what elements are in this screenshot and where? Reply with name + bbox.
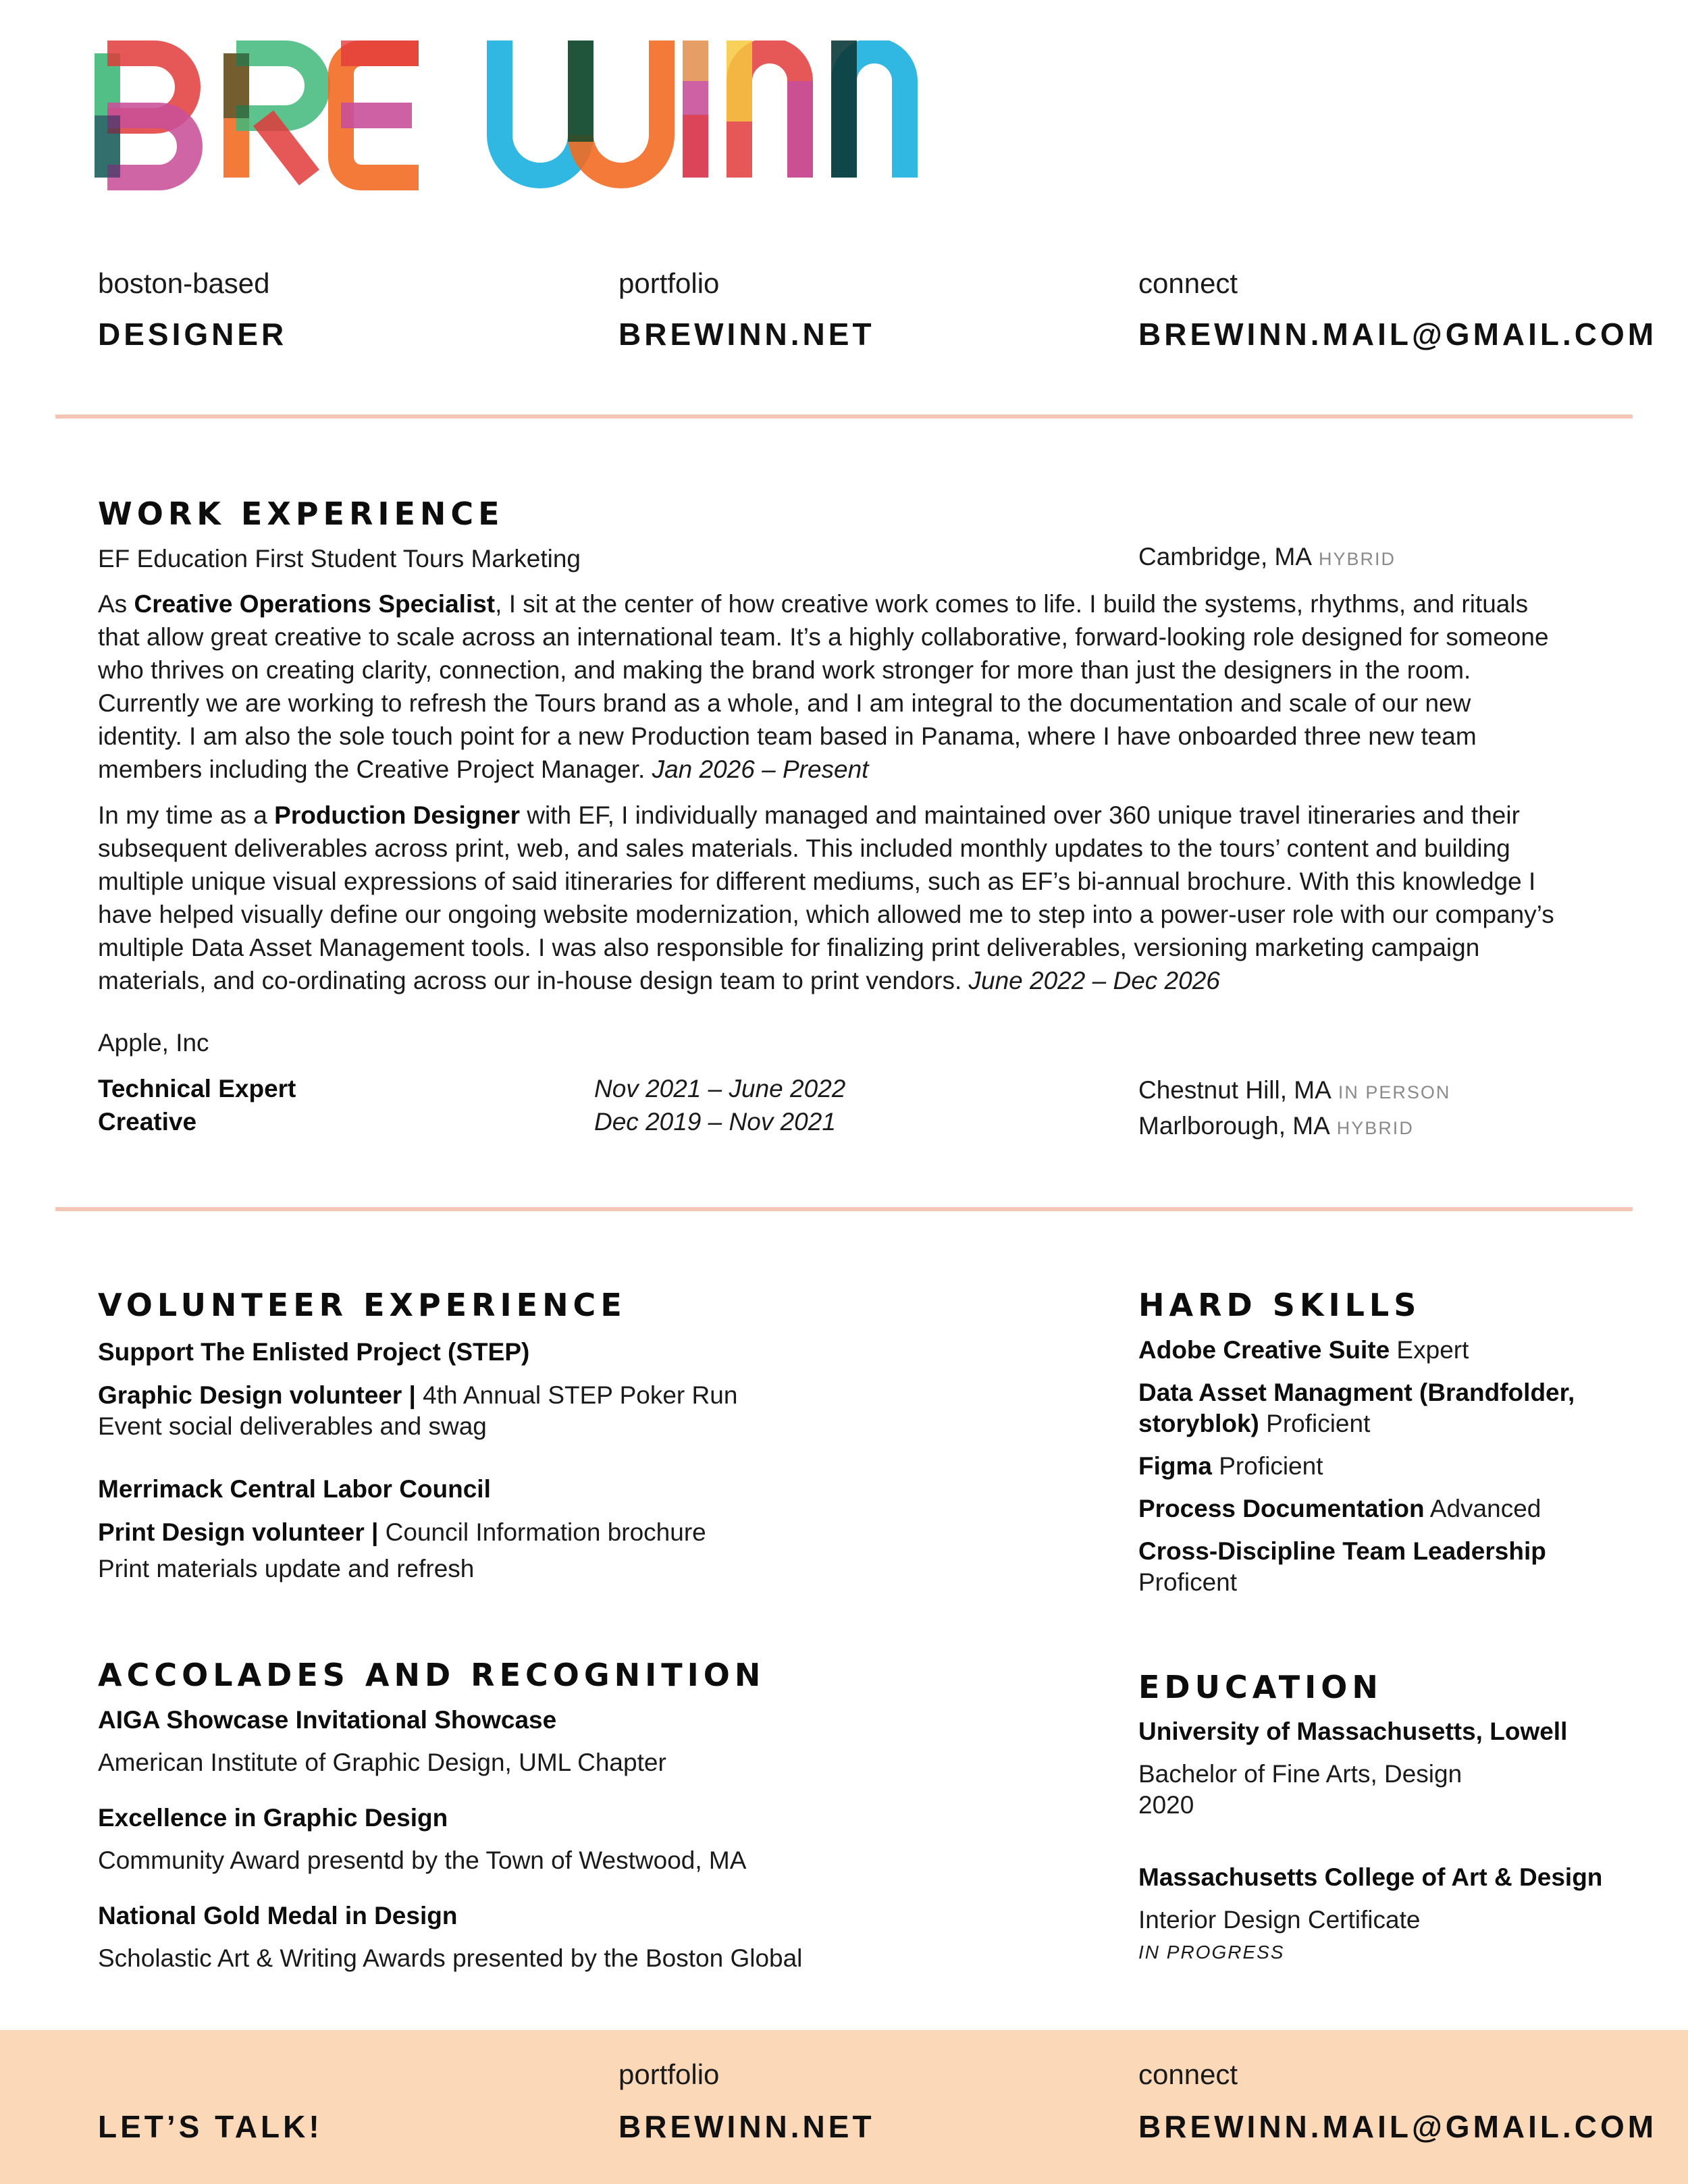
ef-p2-text: with EF, I individually managed and maintained over 360 unique travel itineraries and their subsequent deliverables across print, web, and sales materials. This included monthly updates to the tours’ content and building multiple unique visual expressions of said itineraries for different mediums, such as EF’s bi-annual brochure. With this knowledge I have helped visually define our ongoing website modernization, which allowed me to step into a power-user role with our company’s multiple Data Asset Management tools. I was also responsible for finalizing print deliverables, versioning marketing campaign materials, and co-ordinating across our in-house design team to print vendors. bbox=[98, 801, 1554, 994]
apple-role-2-tag: HYBRID bbox=[1336, 1118, 1414, 1138]
work-experience-heading: WORK EXPERIENCE bbox=[98, 496, 504, 532]
edu-1-school-text: University of Massachusetts, Lowell bbox=[1138, 1717, 1568, 1745]
skill-4-level: Advanced bbox=[1424, 1495, 1541, 1522]
edu-1-degree: Bachelor of Fine Arts, Design bbox=[1138, 1760, 1462, 1788]
footer-label-portfolio: portfolio bbox=[618, 2058, 720, 2090]
footer-cta: LET’S TALK! bbox=[98, 2109, 323, 2144]
skill-5-name: Cross-Discipline Team Leadership bbox=[1138, 1537, 1546, 1565]
apple-company: Apple, Inc bbox=[98, 1029, 209, 1057]
edu-1-year: 2020 bbox=[1138, 1791, 1194, 1819]
skill-2-cont bbox=[1138, 1408, 1370, 1439]
volunteer-heading: VOLUNTEER EXPERIENCE bbox=[98, 1287, 627, 1323]
logo-letter-r bbox=[236, 53, 317, 178]
volunteer-1-role-text: Graphic Design volunteer | bbox=[98, 1381, 416, 1409]
ef-p2-role: Production Designer bbox=[274, 801, 521, 829]
logo-letter-n2 bbox=[844, 41, 905, 178]
logo bbox=[95, 41, 959, 190]
accolades-heading: ACCOLADES AND RECOGNITION bbox=[98, 1657, 766, 1693]
apple-role-2-city: Marlborough, MA bbox=[1138, 1112, 1330, 1140]
volunteer-2-desc: Print materials update and refresh bbox=[98, 1555, 475, 1582]
footer-email-link[interactable]: BREWINN.MAIL@GMAIL.COM bbox=[1138, 2109, 1658, 2144]
skill-3-level: Proficient bbox=[1211, 1452, 1323, 1480]
ef-company: EF Education First Student Tours Marketing bbox=[98, 545, 581, 572]
logo-letter-n1 bbox=[739, 41, 800, 178]
skill-5 bbox=[1138, 1536, 1546, 1567]
ef-p2-prefix: In my time as a bbox=[98, 801, 275, 829]
skill-2-level: Proficient bbox=[1259, 1410, 1371, 1437]
logo-letter-w bbox=[500, 41, 662, 176]
accolade-1-title-text: AIGA Showcase Invitational Showcase bbox=[98, 1706, 557, 1734]
edu-2-school bbox=[1138, 1862, 1602, 1893]
accolade-3-title-text: National Gold Medal in Design bbox=[98, 1902, 458, 1929]
accolade-3-desc: Scholastic Art & Writing Awards presented by the Boston Global bbox=[98, 1944, 803, 1972]
ef-location-tag: HYBRID bbox=[1319, 549, 1396, 569]
volunteer-2-org-text: Merrimack Central Labor Council bbox=[98, 1475, 491, 1503]
accolade-2-desc: Community Award presentd by the Town of Westwood, MA bbox=[98, 1846, 747, 1874]
apple-role-2-dates: Dec 2019 – Nov 2021 bbox=[594, 1108, 836, 1136]
apple-role-1 bbox=[98, 1072, 296, 1105]
accolade-2-title-text: Excellence in Graphic Design bbox=[98, 1804, 448, 1832]
apple-role-2-location bbox=[1138, 1111, 1414, 1144]
accolade-1-desc: American Institute of Graphic Design, UML Chapter bbox=[98, 1749, 666, 1776]
skill-4 bbox=[1138, 1493, 1541, 1524]
ef-p2-dates: June 2022 – Dec 2026 bbox=[968, 967, 1220, 994]
accolade-1-title bbox=[98, 1705, 556, 1736]
volunteer-2-role bbox=[98, 1517, 706, 1548]
footer-label-connect: connect bbox=[1138, 2058, 1238, 2090]
skill-3-name: Figma bbox=[1138, 1452, 1212, 1480]
logo-letter-b bbox=[107, 53, 190, 178]
apple-role-2-title: Creative bbox=[98, 1108, 197, 1136]
divider-middle bbox=[55, 1207, 1633, 1211]
volunteer-2-event: Council Information brochure bbox=[378, 1518, 706, 1546]
volunteer-1-org bbox=[98, 1337, 529, 1368]
edu-2-degree: Interior Design Certificate bbox=[1138, 1906, 1421, 1934]
divider-top bbox=[55, 415, 1633, 419]
volunteer-1-org-text: Support The Enlisted Project (STEP) bbox=[98, 1338, 530, 1366]
skill-1 bbox=[1138, 1335, 1469, 1366]
apple-role-1-tag: IN PERSON bbox=[1338, 1082, 1451, 1102]
skill-1-level: Expert bbox=[1390, 1336, 1469, 1364]
skill-1-name: Adobe Creative Suite bbox=[1138, 1336, 1390, 1364]
header-label-portfolio: portfolio bbox=[618, 267, 720, 299]
ef-paragraph-1 bbox=[98, 587, 1556, 786]
footer-band bbox=[0, 2030, 1688, 2184]
footer-portfolio-link[interactable]: BREWINN.NET bbox=[618, 2109, 875, 2144]
apple-role-1-city: Chestnut Hill, MA bbox=[1138, 1076, 1331, 1104]
volunteer-2-org bbox=[98, 1474, 491, 1505]
ef-location-city: Cambridge, MA bbox=[1138, 543, 1313, 570]
skill-2-name-line2: storyblok) bbox=[1138, 1410, 1259, 1437]
apple-role-1-location bbox=[1138, 1075, 1450, 1108]
edu-2-school-text: Massachusetts College of Art & Design bbox=[1138, 1863, 1603, 1891]
apple-role-2 bbox=[98, 1105, 196, 1138]
ef-p1-text: , I sit at the center of how creative work comes to life. I build the systems, rhythms, and rituals that allow great creative to scale across an international team. It’s a highly collaborative, forward-looking role designed for someone who thrives on creating clarity, connection, and making the brand work stronger for more than just the designers in the room. Currently we are working to refresh the Tours brand as a whole, and I am integral to the documentation and scale of our new identity. I am also the sole touch point for a new Production team based in Panama, where I have onboarded three new team members including the Creative Project Manager. bbox=[98, 590, 1549, 783]
skill-4-name: Process Documentation bbox=[1138, 1495, 1425, 1522]
accolade-2-title bbox=[98, 1803, 448, 1834]
header-label-connect: connect bbox=[1138, 267, 1238, 299]
ef-paragraph-2 bbox=[98, 799, 1556, 997]
header-label-location: boston-based bbox=[98, 267, 270, 299]
apple-role-1-dates: Nov 2021 – June 2022 bbox=[594, 1075, 846, 1102]
ef-location bbox=[1138, 541, 1396, 575]
ef-p1-dates: Jan 2026 – Present bbox=[652, 755, 869, 783]
edu-1-school bbox=[1138, 1716, 1567, 1747]
logo-letter-e bbox=[341, 53, 419, 178]
ef-p1-role: Creative Operations Specialist bbox=[134, 590, 496, 618]
skill-5-level: Proficent bbox=[1138, 1568, 1238, 1596]
volunteer-1-desc: Event social deliverables and swag bbox=[98, 1412, 487, 1440]
apple-role-1-title: Technical Expert bbox=[98, 1075, 296, 1102]
education-heading: EDUCATION bbox=[1138, 1669, 1383, 1705]
edu-2-status: IN PROGRESS bbox=[1138, 1942, 1285, 1963]
ef-p1-prefix: As bbox=[98, 590, 134, 618]
skill-2 bbox=[1138, 1377, 1575, 1408]
volunteer-2-role-text: Print Design volunteer | bbox=[98, 1518, 379, 1546]
header-portfolio-link[interactable]: BREWINN.NET bbox=[618, 317, 875, 352]
volunteer-1-event: 4th Annual STEP Poker Run bbox=[415, 1381, 738, 1409]
header-title-designer: DESIGNER bbox=[98, 317, 288, 352]
skill-3 bbox=[1138, 1451, 1323, 1482]
skill-2-name-line1: Data Asset Managment (Brandfolder, bbox=[1138, 1379, 1575, 1406]
skills-heading: HARD SKILLS bbox=[1138, 1287, 1421, 1323]
volunteer-1-role bbox=[98, 1380, 737, 1411]
header-email-link[interactable]: BREWINN.MAIL@GMAIL.COM bbox=[1138, 317, 1658, 352]
accolade-3-title bbox=[98, 1900, 457, 1932]
